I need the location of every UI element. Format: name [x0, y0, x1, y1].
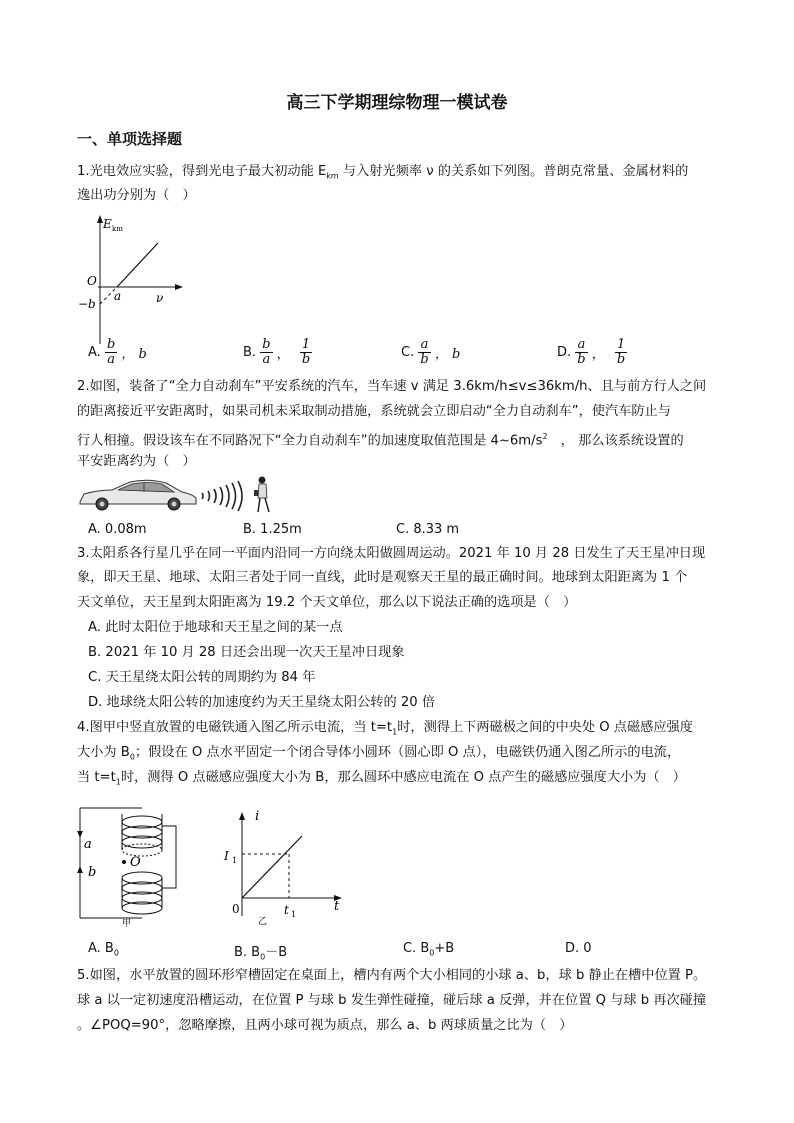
fig2-t-label: t	[334, 899, 340, 914]
q1-option-c[interactable]: C. $\frac{a}{b}$ ， b	[401, 337, 461, 367]
q5-line-2: 球 a 以一定初速度沿槽运动，在位置 P 与球 b 发生弹性碰撞，碰后球 a 反弹，并在位置 Q 与球 b 再次碰撞	[77, 993, 707, 1008]
graph-ylabel: E	[103, 217, 112, 231]
q2-option-b[interactable]: B. 1.25m	[243, 522, 302, 537]
q3-option-d[interactable]: D. 地球绕太阳公转的加速度约为天王星绕太阳公转的 20 倍	[88, 695, 436, 710]
graph-v-label: ν	[156, 291, 164, 305]
fig1-o-label: O	[130, 855, 141, 870]
fig2-zero-label: 0	[232, 902, 240, 916]
q1-option-d[interactable]: D. $\frac{a}{b}$ ， $\frac{1}{b}$	[557, 337, 626, 367]
q3-line-1: 3.太阳系各行星几乎在同一平面内沿同一方向绕太阳做圆周运动。2021 年 10 月 28 日发生了天王星冲日现	[77, 546, 706, 561]
q3-option-b[interactable]: B. 2021 年 10 月 28 日还会出现一次天王星冲日现象	[88, 645, 405, 660]
electromagnet-figure-jia	[72, 800, 192, 928]
q4-line-2: 大小为 $B_0$；假设在 O 点水平固定一个闭合导体小圆环（圆心即 O 点），电磁铁仍通入图乙所示的电流，	[77, 745, 681, 762]
q5-line-3: 。∠POQ=90°，忽略摩擦，且两小球可视为质点，那么 a、b 两球质量之比为（ ）	[77, 1018, 573, 1033]
q1-line-2: 逸出功分别为（ ）	[77, 188, 196, 203]
fig2-i1-label: I	[224, 849, 229, 863]
graph-a-label: a	[114, 289, 122, 303]
fig1-b-label: b	[88, 865, 97, 880]
graph-origin: O	[87, 274, 97, 288]
fig2-t1-label: t	[284, 903, 289, 917]
q1-option-a[interactable]: A. $\frac{b}{a}$ ， b	[88, 337, 147, 367]
q5-line-1: 5.如图，水平放置的圆环形窄槽固定在桌面上，槽内有两个大小相同的小球 a、b，球 b 静止在槽中位置 P。	[77, 968, 707, 983]
q1-line-1: 1.光电效应实验，得到光电子最大初动能 $E_{km}$ 与入射光频率 ν 的关系如下列图。普朗克常量、金属材料的	[77, 164, 689, 181]
q2-option-a[interactable]: A. 0.08m	[88, 522, 147, 537]
q2-line-4: 平安距离约为（ ）	[77, 454, 196, 469]
q3-line-3: 天文单位，天王星到太阳距离为 19.2 个天文单位，那么以下说法正确的选项是（ ）	[77, 595, 577, 610]
fig2-i1-sub: 1	[232, 856, 238, 865]
fig2-i-label: i	[255, 809, 260, 824]
car-icon	[80, 480, 196, 510]
pedestrian-icon	[254, 477, 269, 513]
q4-line-1: 4.图甲中竖直放置的电磁铁通入图乙所示电流，当 $t=t_1$时，测得上下两磁极之间的中央处 O 点磁感应强度	[77, 720, 693, 737]
q2-line-1: 2.如图，装备了“全力自动刹车”平安系统的汽车，当车速 v 满足 3.6km/h≤v≤36km/h、且与前方行人之间	[77, 379, 707, 394]
q3-option-a[interactable]: A. 此时太阳位于地球和天王星之间的某一点	[88, 620, 343, 635]
graph-ylabel-sub: km	[112, 225, 123, 233]
fig2-caption: 乙	[258, 917, 268, 927]
photoelectric-graph	[80, 212, 190, 347]
fig2-t1-sub: 1	[291, 910, 297, 919]
q4-line-3: 当 $t=t_1$时，测得 O 点磁感应强度大小为 B，那么圆环中感应电流在 O 点产生的磁感应强度大小为（ ）	[77, 770, 686, 787]
graph-neg-b-label: −b	[78, 297, 96, 311]
q4-option-a[interactable]: A. $B_0$	[88, 941, 119, 958]
fig1-a-label: a	[84, 837, 92, 852]
car-pedestrian-illustration	[78, 474, 278, 518]
page-title: 高三下学期理综物理一模试卷	[286, 93, 508, 113]
q4-option-c[interactable]: C. $B_0+B$	[403, 941, 455, 958]
q1-option-b[interactable]: B. $\frac{b}{a}$ ， $\frac{1}{b}$	[243, 337, 311, 367]
q4-option-d[interactable]: D. 0	[565, 941, 592, 956]
q4-option-b[interactable]: B. $B_0-B$	[234, 945, 288, 962]
q2-line-2: 的距离接近平安距离时，如果司机未采取制动措施，系统就会立即启动“全力自动刹车”，使汽车防止与	[77, 404, 671, 419]
q3-line-2: 象，即天王星、地球、太阳三者处于同一直线，此时是观察天王星的最正确时间。地球到太阳距离为 1 个	[77, 570, 688, 585]
current-graph-yi	[222, 806, 352, 926]
q3-option-c[interactable]: C. 天王星绕太阳公转的周期约为 84 年	[88, 670, 316, 685]
radar-waves-icon	[202, 481, 242, 511]
q2-option-c[interactable]: C. 8.33 m	[396, 522, 460, 537]
fig1-caption: 甲	[122, 919, 132, 929]
q2-line-3: 行人相撞。假设该车在不同路况下“全力自动刹车”的加速度取值范围是 $4\sim 6m/s^2$ ， 那么该系统设置的	[77, 432, 684, 449]
section-heading: 一、单项选择题	[77, 130, 183, 148]
